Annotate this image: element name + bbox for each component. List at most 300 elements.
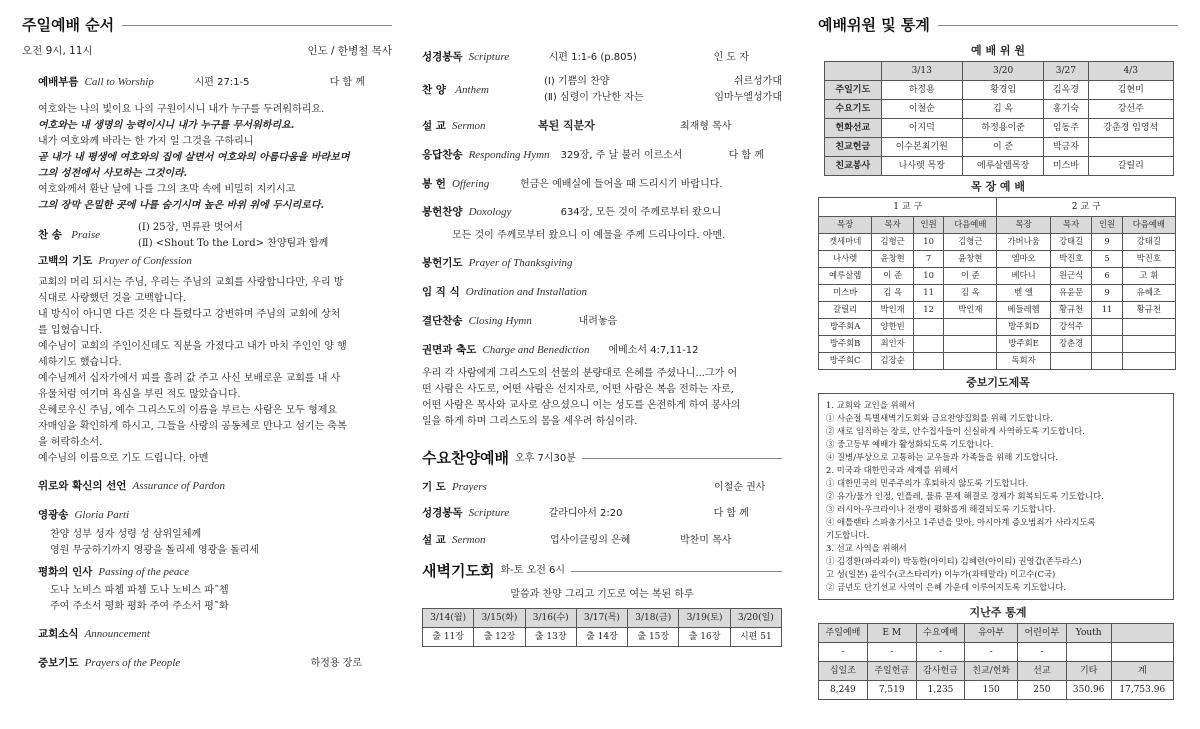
item-label: 위로와 확신의 선언 — [38, 479, 127, 492]
mokjang-cell: 강태길 — [1122, 233, 1175, 250]
mokjang-cell: 예루살렘 — [819, 267, 872, 284]
item-label: 설 교 — [422, 119, 446, 132]
committee-member: 홍기숙 — [1044, 99, 1088, 118]
dawn-header — [422, 558, 782, 584]
confession-line: 자매임을 확인하게 하시고, 그들을 사랑의 공동체로 만나고 섬기는 축복 — [38, 420, 347, 432]
call-to-worship — [38, 75, 392, 90]
mokjang-cell: 강석주 — [1050, 318, 1092, 335]
benediction-text — [422, 366, 782, 430]
mokjang-cell: 유윤문 — [1050, 284, 1092, 301]
dawn-day: 3/15(화) — [474, 608, 525, 627]
committee-member: 강춘경 임영석 — [1088, 118, 1173, 137]
worship-order-column-2 — [422, 50, 782, 647]
mokjang-cell — [1050, 352, 1092, 369]
item-reference: 시편 1:1-6 (p.805) — [548, 52, 637, 63]
stats-cell: 주일예배 — [819, 623, 868, 642]
psalm-line: 여호와께서 환난 날에 나를 그의 초막 속에 비밀히 지키시고 — [38, 184, 296, 196]
mokjang-header: 인원 — [914, 216, 944, 233]
mokjang-cell: 방주회A — [819, 318, 872, 335]
service-leader: 인도 / 한병철 목사 — [307, 45, 392, 57]
item-english: Closing Hymn — [468, 314, 532, 327]
committee-row — [825, 99, 1174, 118]
mokjang-cell: 11 — [1092, 301, 1122, 318]
section-title: 새벽기도회 — [422, 562, 495, 580]
stats-cell: - — [1017, 642, 1066, 661]
stats-table — [818, 623, 1174, 700]
committee-date: 3/20 — [962, 61, 1043, 80]
wed-scripture — [422, 506, 782, 521]
wed-sermon — [422, 533, 782, 548]
item-person: 이철순 권사 — [713, 481, 766, 493]
mokjang-cell: 10 — [914, 233, 944, 250]
item-reference: 시편 27:1-5 — [194, 77, 250, 89]
stats-cell: 8,249 — [819, 680, 868, 699]
mokjang-cell — [1092, 318, 1122, 335]
item-english: Scripture — [468, 51, 510, 63]
mokjang-row — [819, 318, 1176, 335]
confession-line: 예수님이 교회의 주인이신데도 직분을 가졌다고 내가 마치 주인인 양 행 — [38, 340, 347, 352]
stats-cell: - — [965, 642, 1018, 661]
committee-table — [824, 61, 1174, 176]
ordination — [422, 285, 782, 300]
benediction-line: 우리 각 사람에게 그리스도의 선물의 분량대로 은혜를 주셨나니...그가 어 — [422, 367, 738, 379]
announcement — [38, 627, 392, 642]
mokjang-cell: 벧 엘 — [997, 284, 1050, 301]
confession-text — [38, 275, 392, 467]
section-time: 화-토 오전 6시 — [500, 565, 566, 577]
sermon — [422, 119, 782, 134]
thanksgiving — [422, 256, 782, 271]
mokjang-header: 다음예배 — [944, 216, 997, 233]
mokjang-row — [819, 233, 1176, 250]
item-label: 평화의 인사 — [38, 565, 93, 578]
confession-line: 교회의 머리 되시는 주님, 우리는 주님의 교회를 사랑합니다만, 우리 방 — [38, 276, 344, 288]
praise-line: (Ⅱ) <Shout To the Lord> 찬양팀과 함께 — [138, 238, 329, 250]
section-title: 주일예배 순서 — [22, 15, 115, 34]
dawn-subtitle: 말씀과 찬양 그리고 기도로 여는 복된 하루 — [510, 589, 694, 601]
mokjang-cell: 김형근 — [944, 233, 997, 250]
confession-line: 예수님께서 십자가에서 피를 흘려 값 주고 사신 보배로운 교회를 내 사 — [38, 372, 341, 384]
stats-cell — [1066, 642, 1111, 661]
mokjang-cell: 김 옥 — [944, 284, 997, 301]
mokjang-cell: 미스바 — [819, 284, 872, 301]
sermon-title: 복된 직분자 — [537, 118, 595, 132]
stats-cell: 어린이부 — [1017, 623, 1066, 642]
item-english: Doxology — [468, 206, 512, 219]
dawn-days-row — [423, 608, 782, 627]
mokjang-cell: 5 — [1092, 250, 1122, 267]
item-label: 권면과 축도 — [422, 343, 477, 356]
anthem-title: (Ⅱ) 심령이 가난한 자는 — [544, 92, 644, 104]
dawn-reading: 출 13장 — [525, 627, 576, 646]
dawn-reading: 출 15장 — [628, 627, 679, 646]
committee-date: 4/3 — [1088, 61, 1173, 80]
mokjang-cell: 방주회B — [819, 335, 872, 352]
committee-member: 에루살렘목장 — [962, 156, 1043, 175]
item-english: Sermon — [451, 534, 486, 547]
mokjang-cell: 12 — [914, 301, 944, 318]
mokjang-cell: 갈릴리 — [819, 301, 872, 318]
item-person: 다 함 께 — [728, 149, 764, 161]
stats-cell: - — [916, 642, 965, 661]
benediction-line: 일을 하게 하며 그리스도의 몸을 세우려 하심이라. — [422, 415, 638, 427]
stats-header-row — [819, 661, 1174, 680]
praise — [38, 220, 392, 252]
mokjang-header-row — [819, 216, 1176, 233]
stats-cell: E M — [867, 623, 916, 642]
item-english: Call to Worship — [84, 76, 154, 89]
dawn-reading: 시편 51 — [730, 627, 781, 646]
mokjang-cell — [1122, 335, 1175, 352]
confession-line: 식대로 사랑했던 것을 고백합니다. — [38, 292, 186, 304]
mokjang-cell: 베다니 — [997, 267, 1050, 284]
mokjang-cell: 박인재 — [944, 301, 997, 318]
mokjang-header: 목자 — [872, 216, 914, 233]
prayer-topic-line: ④ 애틀랜타 스파총기사고 1주년을 맞아, 아시아계 증오범죄가 사라지도록 — [826, 516, 1096, 527]
committee-member: 미스바 — [1044, 156, 1088, 175]
mokjang-cell: 겟세마네 — [819, 233, 872, 250]
prayer-topic-line: ① 대한민국의 민주주의가 후퇴하지 않도록 기도합니다. — [826, 477, 1029, 488]
dawn-day: 3/19(토) — [679, 608, 730, 627]
mokjang-cell — [944, 335, 997, 352]
item-english: Responding Hymn — [468, 148, 550, 161]
mokjang-cell — [1092, 352, 1122, 369]
sermon-title: 업사이클링의 은혜 — [549, 535, 631, 547]
committee-date: 3/27 — [1044, 61, 1088, 80]
committee-member: 황경임 — [962, 80, 1043, 99]
closing-hymn — [422, 314, 782, 329]
stats-cell: 친교/헌화 — [965, 661, 1018, 680]
committee-member: 이수본최기원 — [881, 137, 962, 156]
prayer-topic-line: ③ 중고등부 예배가 활성화되도록 기도합니다. — [826, 438, 994, 449]
dawn-readings-row — [423, 627, 782, 646]
stats-cell: 주일헌금 — [867, 661, 916, 680]
committee-member: 김현미 — [1088, 80, 1173, 99]
committee-row — [825, 80, 1174, 99]
mokjang-cell: 엠마오 — [997, 250, 1050, 267]
item-english: Praise — [71, 229, 101, 242]
service-time-row — [22, 44, 392, 58]
scripture — [422, 50, 782, 65]
worship-order-column — [22, 0, 392, 671]
mokjang-cell: 9 — [1092, 233, 1122, 250]
committee-member: 나사렛 목장 — [881, 156, 962, 175]
mokjang-cell: 나사렛 — [819, 250, 872, 267]
prayer-topic-line: ② 새로 임직하는 장로, 안수집사들이 신실하게 사역하도록 기도합니다. — [826, 425, 1085, 436]
doxology — [422, 205, 782, 220]
anthem-choir: 임마누엘성가대 — [714, 92, 782, 104]
item-english: Sermon — [451, 119, 486, 132]
item-english: Prayer of Thanksgiving — [468, 257, 573, 270]
item-english: Passing of the peace — [98, 565, 190, 578]
item-label: 봉헌기도 — [422, 257, 463, 270]
mokjang-cell: 황규천 — [1050, 301, 1092, 318]
passing-peace — [38, 565, 392, 580]
committee-member: 임동주 — [1044, 118, 1088, 137]
item-english: Gloria Parti — [74, 508, 130, 521]
divider — [571, 571, 782, 572]
stats-cell: 1,235 — [916, 680, 965, 699]
confession — [38, 254, 392, 269]
gloria-line: 찬양 성부 성자 성령 성 삼위일체께 — [50, 528, 202, 540]
prayer-topic-line: 고 성(일본) 윤익수(코스타리카) 이누가(과테말라) 이고수(C국) — [826, 568, 1056, 579]
item-english: Announcement — [84, 628, 150, 641]
item-label: 예배부름 — [38, 76, 79, 89]
item-label: 고백의 기도 — [38, 255, 93, 268]
peace-line: 도나 노비스 파쳄 파쳄 도나 노비스 파˜쳄 — [50, 585, 229, 597]
confession-line: 내 방식이 아니면 다른 것은 다 틀렸다고 강변하며 주님의 교회에 상처 — [38, 308, 341, 320]
item-person: 최재형 목사 — [679, 120, 732, 132]
mokjang-header: 목자 — [1050, 216, 1092, 233]
committee-row — [825, 118, 1174, 137]
anthem-choir: 쉬르성가대 — [733, 75, 782, 87]
committee-member: 갈릴리 — [1088, 156, 1173, 175]
dawn-day: 3/18(금) — [628, 608, 679, 627]
responsive-reading — [38, 102, 392, 214]
psalm-line: 내가 여호와께 바라는 한 가지 일 그것을 구하리니 — [38, 136, 254, 148]
committee-member: 김옥경 — [1044, 80, 1088, 99]
group-2: 2 교 구 — [997, 197, 1176, 216]
item-text: 내려놓음 — [578, 315, 618, 327]
mokjang-cell: 독회자 — [997, 352, 1050, 369]
committee-member: 이지덕 — [881, 118, 962, 137]
item-reference: 갈라디아서 2:20 — [548, 508, 623, 520]
mokjang-cell: 고 휘 — [1122, 267, 1175, 284]
peace-line: 주여 주소서 평화 평화 주여 주소서 평˜화 — [50, 601, 229, 613]
item-label: 응답찬송 — [422, 148, 463, 161]
item-label: 설 교 — [422, 534, 446, 547]
dawn-day: 3/17(목) — [576, 608, 627, 627]
item-label: 성경봉독 — [422, 51, 463, 63]
stats-value-row — [819, 680, 1174, 699]
psalm-line: 여호와는 내 생명의 능력이시니 내가 누구를 무서워하리요. — [38, 120, 295, 132]
prayer-topics-box — [818, 393, 1174, 600]
mokjang-cell: 이 준 — [944, 267, 997, 284]
dawn-schedule-table — [422, 608, 782, 647]
mokjang-cell: 박진호 — [1122, 250, 1175, 267]
intercession — [38, 656, 392, 671]
item-text: 634장, 모든 것이 주께로부터 왔으니 — [560, 207, 722, 219]
item-english: Prayer of Confession — [98, 255, 192, 268]
item-english: Ordination and Installation — [465, 286, 587, 299]
item-label: 임 직 식 — [422, 286, 460, 299]
item-text: 329장, 주 날 불러 이르소서 — [560, 149, 683, 161]
divider — [122, 25, 392, 26]
mokjang-cell: 박인재 — [872, 301, 914, 318]
group-1: 1 교 구 — [819, 197, 997, 216]
committee-header-row — [825, 61, 1174, 80]
mokjang-header: 다음예배 — [1122, 216, 1175, 233]
gloria — [38, 508, 392, 523]
mokjang-cell: 6 — [1092, 267, 1122, 284]
assurance — [38, 479, 392, 494]
committee-member: 김 옥 — [962, 99, 1043, 118]
mokjang-cell: 최인자 — [872, 335, 914, 352]
mokjang-group-row — [819, 197, 1176, 216]
prayer-topic-line: ① 김경환(파라과이) 박동한(아이티) 김혜련(아이티) 권영갑(존두라스) — [826, 555, 1082, 566]
prayer-topics-title: 중보기도제목 — [966, 375, 1030, 389]
divider — [582, 458, 782, 459]
mokjang-row — [819, 352, 1176, 369]
stats-cell: 7,519 — [867, 680, 916, 699]
mokjang-cell: 방주회C — [819, 352, 872, 369]
mokjang-cell: 강춘경 — [1050, 335, 1092, 352]
committee-date: 3/13 — [881, 61, 962, 80]
stats-cell: - — [867, 642, 916, 661]
divider — [938, 25, 1178, 26]
item-label: 찬 송 — [38, 229, 62, 242]
committee-role: 친교헌금 — [825, 137, 882, 156]
dawn-reading: 출 16장 — [679, 627, 730, 646]
mokjang-cell: 10 — [914, 267, 944, 284]
item-english: Prayers of the People — [84, 657, 181, 670]
mokjang-cell: 김형근 — [872, 233, 914, 250]
committee-member: 하정용이준 — [962, 118, 1043, 137]
item-english: Assurance of Pardon — [132, 479, 225, 492]
mokjang-cell: 윤창현 — [872, 250, 914, 267]
prayer-topic-line: 기도합니다. — [826, 529, 870, 540]
item-english: Anthem — [455, 83, 489, 96]
committee-member: 이철순 — [881, 99, 962, 118]
section-header — [818, 12, 1178, 38]
psalm-line: 여호와는 나의 빛이요 나의 구원이시니 내가 누구를 두려워하리요. — [38, 104, 325, 116]
mokjang-cell: 박진호 — [1050, 250, 1092, 267]
item-person: 박찬미 목사 — [679, 535, 732, 547]
mokjang-cell — [1092, 335, 1122, 352]
committee-member: 강선주 — [1088, 99, 1173, 118]
mokjang-cell — [914, 335, 944, 352]
item-english: Scripture — [468, 507, 510, 520]
mokjang-cell: 이 준 — [872, 267, 914, 284]
confession-line: 를 입혔습니다. — [38, 324, 103, 336]
committee-member: 하정용 — [881, 80, 962, 99]
mokjang-cell: 김 옥 — [872, 284, 914, 301]
stats-cell: 유아부 — [965, 623, 1018, 642]
item-text: 헌금은 예배실에 들어올 때 드리시기 바랍니다. — [519, 178, 723, 190]
mokjang-cell: 방주회E — [997, 335, 1050, 352]
dawn-reading: 출 12장 — [474, 627, 525, 646]
prayer-topic-line: ② 금년도 단기선교 사역이 은혜 가운데 이루어지도록 기도합니다. — [826, 581, 1067, 592]
item-label: 중보기도 — [38, 657, 79, 670]
item-label: 결단찬송 — [422, 314, 463, 327]
confession-line: 유물처럼 여기며 욕심을 부린 적도 많았습니다. — [38, 388, 241, 400]
stats-cell: 십일조 — [819, 661, 868, 680]
section-title: 수요찬양예배 — [422, 449, 509, 468]
mokjang-row — [819, 335, 1176, 352]
stats-cell: 수요예배 — [916, 623, 965, 642]
gloria-line: 영원 무궁하기까지 영광을 돌리세 영광을 돌리세 — [50, 544, 260, 556]
psalm-line: 그의 장막 은밀한 곳에 나를 숨기시며 높은 바위 위에 두시리로다. — [38, 200, 324, 212]
stats-cell: 250 — [1017, 680, 1066, 699]
mokjang-cell: 7 — [914, 250, 944, 267]
committee-member: 박금자 — [1044, 137, 1088, 156]
mokjang-cell: 김장순 — [872, 352, 914, 369]
stats-cell: 감사헌금 — [916, 661, 965, 680]
item-english: Prayers — [451, 480, 487, 493]
item-person: 인 도 자 — [713, 52, 749, 63]
stats-value-row — [819, 642, 1174, 661]
prayer-topic-line: ③ 러시아-우크라이나 전쟁이 평화롭게 해결되도록 기도합니다. — [826, 503, 1056, 514]
confession-line: 예수님의 이름으로 기도 드립니다. 아멘 — [38, 452, 209, 464]
prayer-topic-line: ① 사순절 특별새벽기도회와 금요찬양집회를 위해 기도합니다. — [826, 412, 1053, 423]
committee-subtitle: 예 배 위 원 — [971, 44, 1025, 57]
prayer-topic-line: 3. 선교 사역을 위해서 — [826, 542, 907, 553]
section-header — [22, 12, 392, 38]
anthem-title: (Ⅰ) 기쁨의 찬양 — [544, 75, 610, 87]
item-person: 하정용 장로 — [310, 658, 363, 670]
mokjang-cell: 방주회D — [997, 318, 1050, 335]
mokjang-cell — [944, 352, 997, 369]
dawn-day: 3/20(일) — [730, 608, 781, 627]
benediction-line: 떤 사람은 사도로, 어떤 사람은 선지자로, 어떤 사람은 복음 전하는 자로, — [422, 383, 734, 395]
committee-member: 이 준 — [962, 137, 1043, 156]
responding-hymn — [422, 148, 782, 163]
committee-role: 헌화선교 — [825, 118, 882, 137]
mokjang-cell: 가버나움 — [997, 233, 1050, 250]
committee-role: 친교봉사 — [825, 156, 882, 175]
psalm-line: 그의 성전에서 사모하는 그것이라. — [38, 168, 188, 180]
stats-header-row — [819, 623, 1174, 642]
stats-cell — [1111, 623, 1173, 642]
stats-cell: 기타 — [1066, 661, 1111, 680]
item-person: 다 함 께 — [713, 508, 749, 520]
mokjang-table — [818, 197, 1176, 370]
item-person: 다 함 께 — [329, 77, 365, 89]
committee-row — [825, 156, 1174, 175]
committee-column — [818, 0, 1178, 700]
mokjang-header: 목장 — [819, 216, 872, 233]
mokjang-cell — [914, 318, 944, 335]
section-title: 예배위원 및 통계 — [818, 15, 930, 34]
mokjang-cell: 황규천 — [1122, 301, 1175, 318]
prayer-topic-line: ④ 질병/부상으로 고통하는 교우들과 가족들을 위해 기도합니다. — [826, 451, 1059, 462]
item-english: Offering — [451, 177, 490, 190]
wednesday-header — [422, 446, 782, 472]
dawn-reading: 출 14장 — [576, 627, 627, 646]
mokjang-cell — [944, 318, 997, 335]
confession-line: 을 허락하소서. — [38, 436, 103, 448]
doxology-text: 모든 것이 주께로부터 왔으니 이 예물을 주께 드리나이다. 아멘. — [452, 230, 726, 242]
dawn-reading: 출 11장 — [423, 627, 474, 646]
item-label: 성경봉독 — [422, 507, 463, 520]
mokjang-cell: 강태길 — [1050, 233, 1092, 250]
service-time: 오전 9시, 11시 — [22, 45, 93, 57]
stats-cell: - — [819, 642, 868, 661]
stats-cell: 선교 — [1017, 661, 1066, 680]
section-time: 오후 7시30분 — [514, 452, 576, 464]
committee-member — [1088, 137, 1173, 156]
mokjang-row — [819, 250, 1176, 267]
committee-corner — [825, 61, 882, 80]
benediction-line: 어떤 사람은 목사와 교사로 삼으셨으니 이는 성도를 온전하게 하여 봉사의 — [422, 399, 741, 411]
benediction — [422, 343, 782, 358]
stats-cell: 17,753.96 — [1111, 680, 1173, 699]
confession-line: 세하기도 했습니다. — [38, 356, 122, 368]
item-label: 봉 헌 — [422, 177, 446, 190]
stats-cell: 350.96 — [1066, 680, 1111, 699]
mokjang-title: 목 장 예 배 — [971, 179, 1025, 193]
prayer-topic-line: 2. 미국과 대한민국과 세계를 위해서 — [826, 464, 958, 475]
stats-cell: 계 — [1111, 661, 1173, 680]
item-label: 봉헌찬양 — [422, 206, 463, 219]
item-label: 기 도 — [422, 480, 446, 493]
mokjang-header: 목장 — [997, 216, 1050, 233]
stats-cell: Youth — [1066, 623, 1111, 642]
mokjang-header: 인원 — [1092, 216, 1122, 233]
mokjang-cell: 9 — [1092, 284, 1122, 301]
mokjang-cell: 윤창현 — [944, 250, 997, 267]
mokjang-cell: 원근식 — [1050, 267, 1092, 284]
